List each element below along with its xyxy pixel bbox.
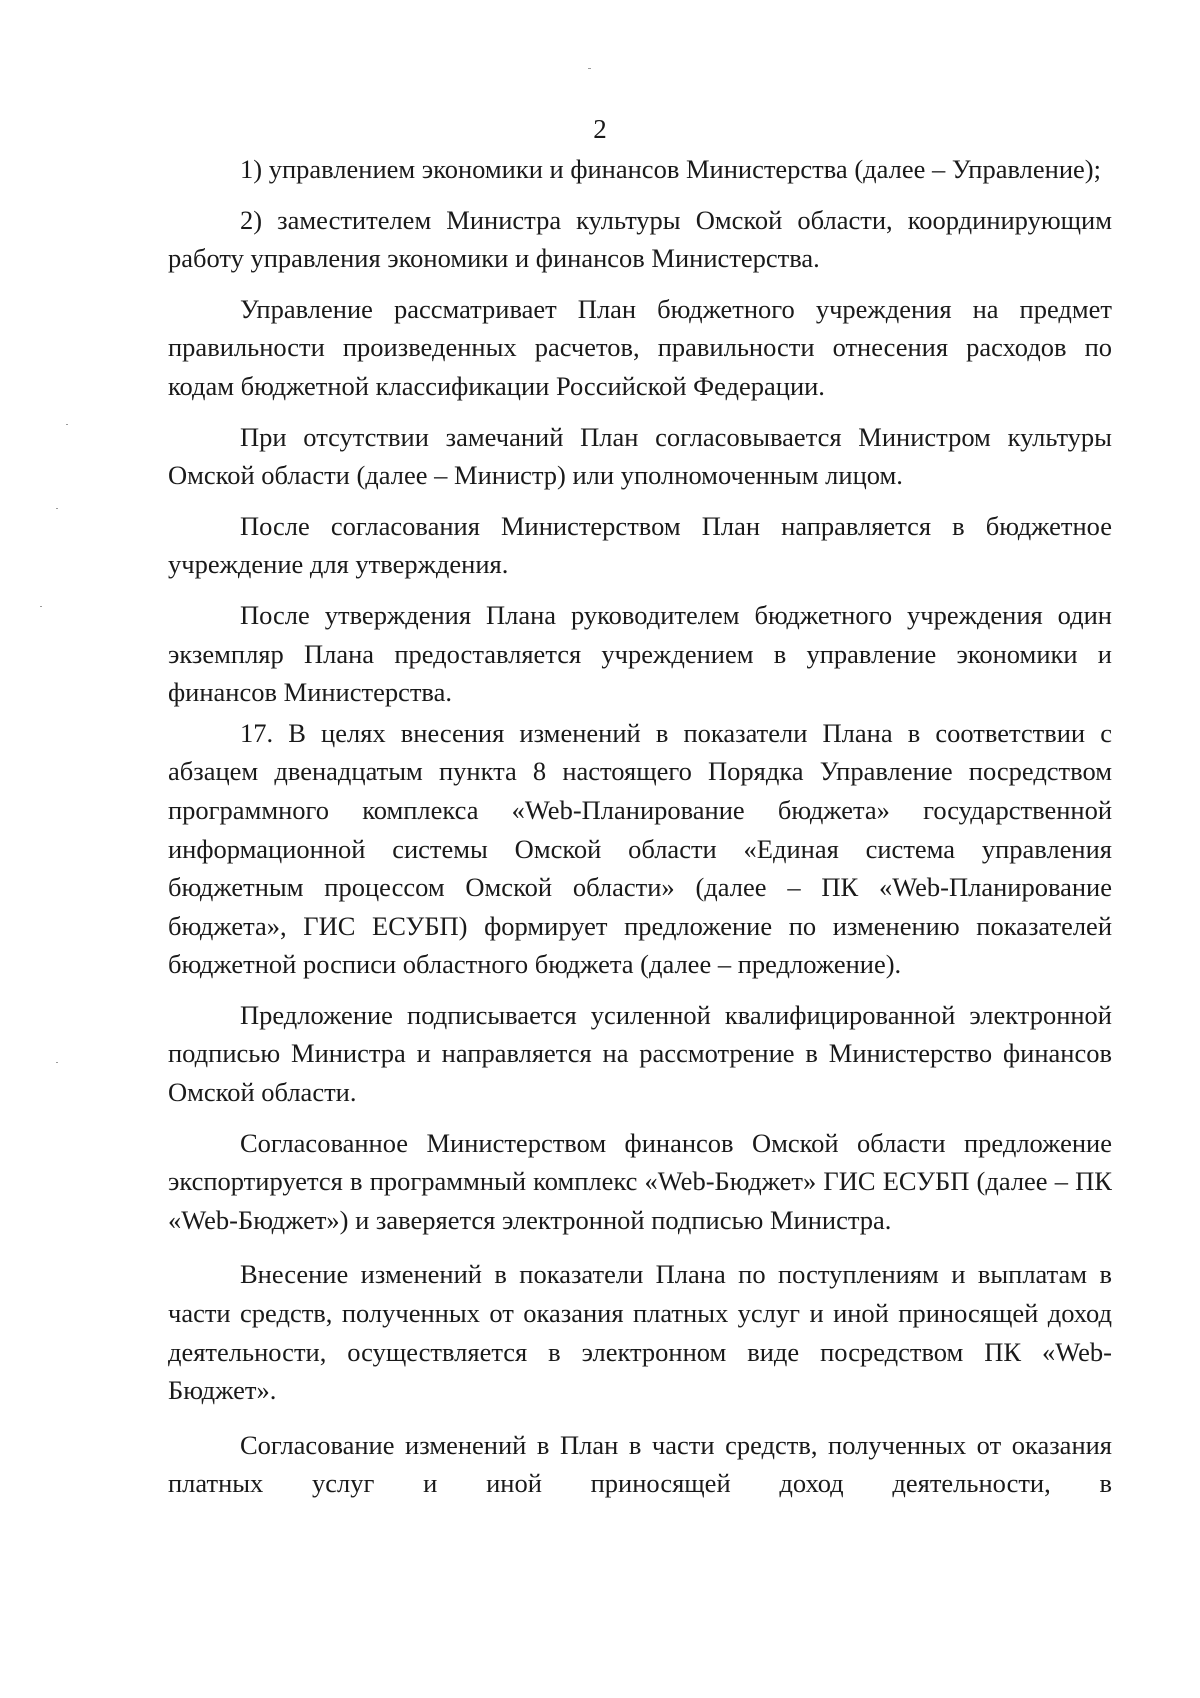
paragraph-clause-17: 17. В целях внесения изменений в показатели Плана в соответствии с абзацем двенадцатым пункта 8 настоящего Порядка Управление посредством программного комплекса «Web-Планирование бюджета» государственной информационной системы Омской области «Единая система управления бюджетным процессом Омской области» (далее – ПК «Web-Планирование бюджета», ГИС ЕСУБП) формирует предложение по изменению показателей бюджетной росписи областного бюджета (далее – предложение). <box>168 717 1112 980</box>
paragraph-approval-by-minister: При отсутствии замечаний План согласовывается Министром культуры Омской области (далее – Министр) или уполномоченным лицом. <box>168 421 1112 491</box>
scan-speck <box>66 424 68 425</box>
scan-speck <box>588 68 591 69</box>
paragraph-proposal-export: Согласованное Министерством финансов Омской области предложение экспортируется в программный комплекс «Web-Бюджет» ГИС ЕСУБП (далее – ПК «Web-Бюджет») и заверяется электронной подписью Министра. <box>168 1127 1112 1235</box>
page-number: 2 <box>593 114 607 144</box>
paragraph-changes-approval: Согласование изменений в План в части средств, полученных от оказания платных услуг и иной приносящей доход деятельности, в <box>168 1429 1112 1499</box>
paragraph-item-1: 1) управлением экономики и финансов Министерства (далее – Управление); <box>240 154 1101 184</box>
scan-speck <box>40 606 42 607</box>
paragraph-sent-for-approval: После согласования Министерством План направляется в бюджетное учреждение для утверждения. <box>168 510 1112 580</box>
paragraph-proposal-signing: Предложение подписывается усиленной квалифицированной электронной подписью Министра и направляется на рассмотрение в Министерство финансов Омской области. <box>168 999 1112 1108</box>
paragraph-item-2: 2) заместителем Министра культуры Омской области, координирующим работу управления экономики и финансов Министерства. <box>168 204 1112 274</box>
scan-speck <box>56 1062 58 1063</box>
paragraph-paid-services-changes: Внесение изменений в показатели Плана по поступлениям и выплатам в части средств, полученных от оказания платных услуг и иной приносящей доход деятельности, осуществляется в электронном виде посредством ПК «Web-Бюджет». <box>168 1259 1112 1406</box>
paragraph-copy-submission: После утверждения Плана руководителем бюджетного учреждения один экземпляр Плана предоставляется учреждением в управление экономики и финансов Министерства. <box>168 599 1112 708</box>
paragraph-manager-review: Управление рассматривает План бюджетного учреждения на предмет правильности произведенных расчетов, правильности отнесения расходов по кодам бюджетной классификации Российской Федерации. <box>168 293 1112 401</box>
document-body <box>168 150 1112 1505</box>
scan-speck <box>56 508 58 509</box>
